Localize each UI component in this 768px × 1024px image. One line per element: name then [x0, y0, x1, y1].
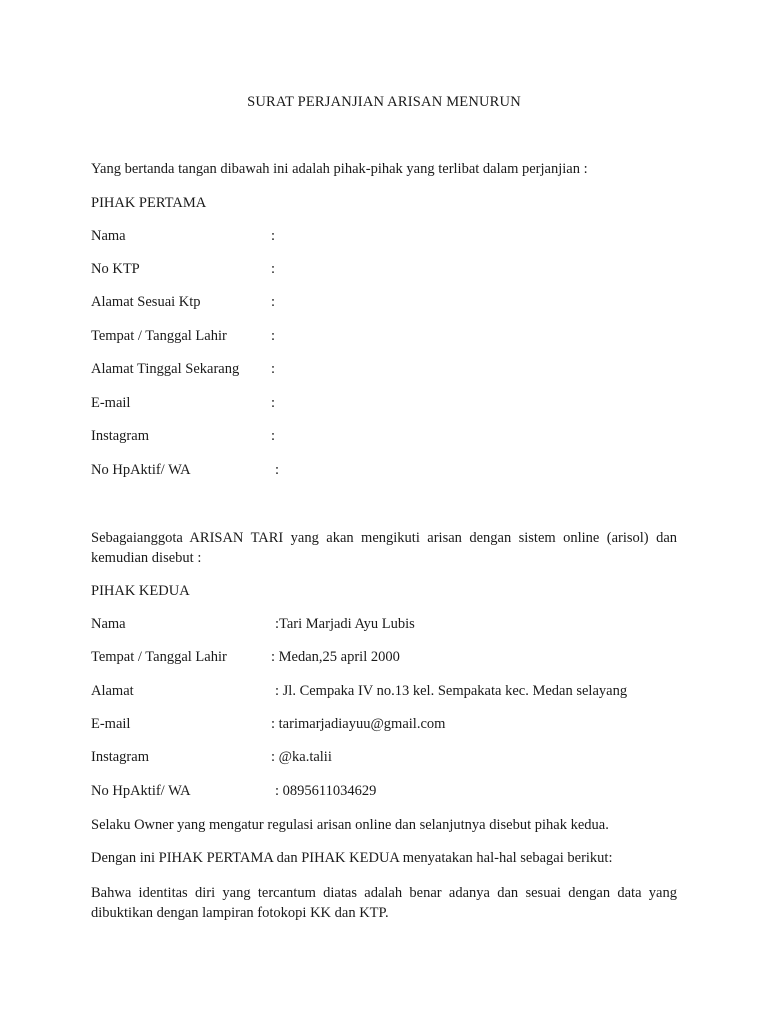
field-value: : 0895611034629: [275, 783, 377, 799]
field-value: : @ka.talii: [271, 749, 332, 765]
field-value: :: [271, 361, 276, 377]
pertama-field-ttl: [91, 328, 691, 348]
field-value: :: [271, 228, 276, 244]
pihak-pertama-heading: PIHAK PERTAMA: [91, 195, 207, 211]
pertama-field-instagram: [91, 428, 691, 448]
intro-text: Yang bertanda tangan dibawah ini adalah pihak-pihak yang terlibat dalam perjanjian :: [91, 161, 588, 177]
member-paragraph: Sebagaianggota ARISAN TARI yang akan mengikuti arisan dengan sistem online (arisol) dan kemudian disebut :: [91, 530, 677, 566]
field-label: No HpAktif/ WA: [91, 462, 191, 478]
kedua-field-nama: [91, 616, 691, 636]
field-value: : tarimarjadiayuu@gmail.com: [271, 716, 446, 732]
field-label: E-mail: [91, 395, 131, 411]
field-label: Instagram: [91, 749, 149, 765]
field-value: :: [271, 261, 276, 277]
pertama-field-nama: [91, 228, 691, 248]
field-value: :: [271, 294, 276, 310]
field-label: Alamat Sesuai Ktp: [91, 294, 201, 310]
field-value: :Tari Marjadi Ayu Lubis: [275, 616, 415, 632]
owner-line: Selaku Owner yang mengatur regulasi arisan online dan selanjutnya disebut pihak kedua.: [91, 817, 609, 833]
pertama-field-alamat-ktp: [91, 294, 691, 314]
pertama-field-email: [91, 395, 691, 415]
document-title: SURAT PERJANJIAN ARISAN MENURUN: [247, 94, 521, 110]
identity-paragraph: Bahwa identitas diri yang tercantum diatas adalah benar adanya dan sesuai dengan data yang dibuktikan dengan lampiran fotokopi KK dan KTP.: [91, 885, 677, 921]
kedua-field-wa: [91, 783, 691, 803]
field-value: :: [275, 462, 280, 478]
kedua-field-ttl: [91, 649, 691, 669]
field-label: Instagram: [91, 428, 149, 444]
field-label: Tempat / Tanggal Lahir: [91, 649, 227, 665]
kedua-field-instagram: [91, 749, 691, 769]
field-label: Alamat: [91, 683, 134, 699]
field-label: Nama: [91, 228, 126, 244]
pertama-field-wa: [91, 462, 691, 482]
field-label: Alamat Tinggal Sekarang: [91, 361, 240, 377]
field-label: No HpAktif/ WA: [91, 783, 191, 799]
field-value: : Jl. Cempaka IV no.13 kel. Sempakata kec. Medan selayang: [275, 683, 628, 699]
kedua-field-email: [91, 716, 691, 736]
field-label: No KTP: [91, 261, 140, 277]
pertama-field-ktp: [91, 261, 691, 281]
field-value: : Medan,25 april 2000: [271, 649, 400, 665]
field-value: :: [271, 428, 276, 444]
kedua-field-alamat: [91, 683, 691, 703]
pertama-field-alamat-tinggal: [91, 361, 691, 381]
field-value: :: [271, 328, 276, 344]
field-label: Nama: [91, 616, 126, 632]
statement-line: Dengan ini PIHAK PERTAMA dan PIHAK KEDUA menyatakan hal-hal sebagai berikut:: [91, 850, 613, 866]
field-label: E-mail: [91, 716, 131, 732]
pihak-kedua-heading: PIHAK KEDUA: [91, 583, 190, 599]
field-value: :: [271, 395, 276, 411]
field-label: Tempat / Tanggal Lahir: [91, 328, 227, 344]
